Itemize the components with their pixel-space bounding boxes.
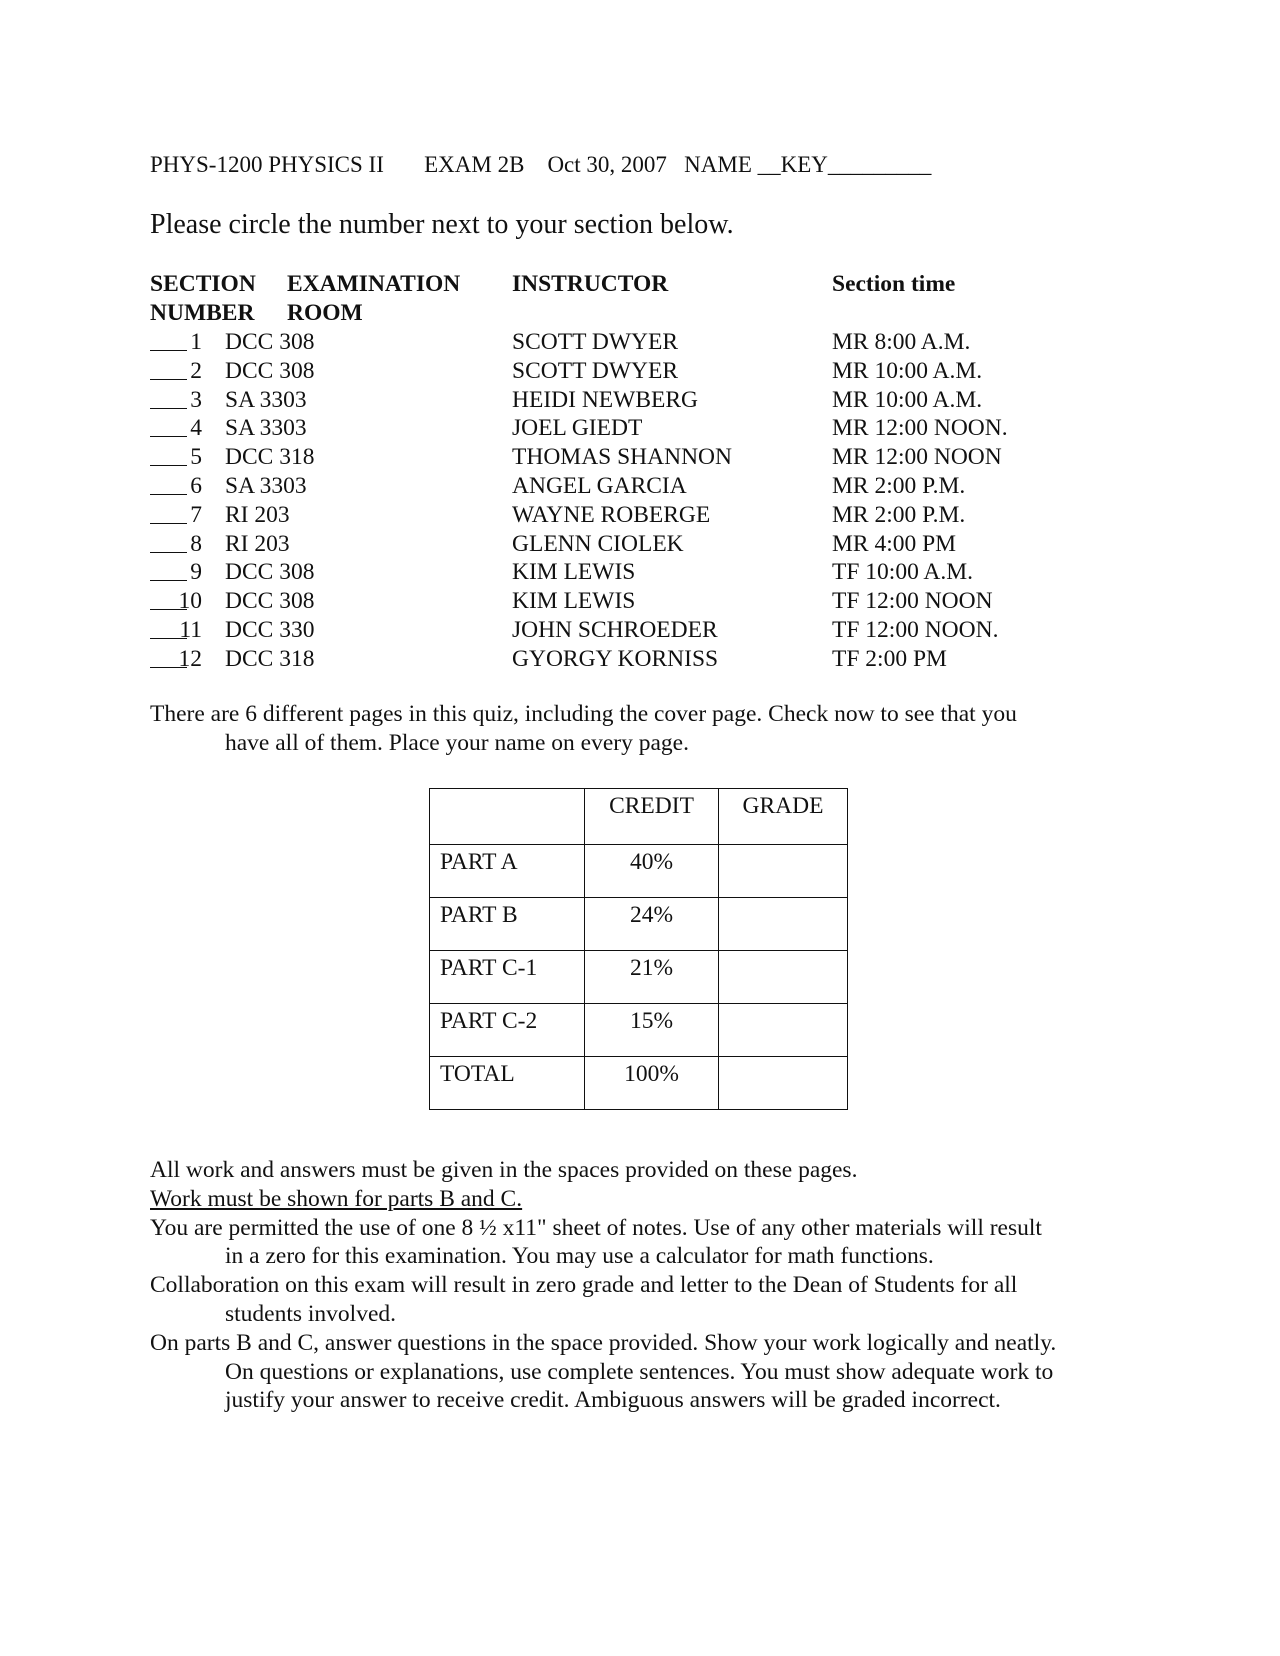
section-time: MR 4:00 PM [832, 530, 957, 557]
section-time: MR 8:00 A.M. [832, 329, 971, 355]
section-instructor: HEIDI NEWBERG [512, 386, 699, 413]
part-credit: 100% [585, 1057, 719, 1110]
part-grade[interactable] [719, 898, 848, 951]
pages-note [150, 700, 1150, 758]
rule-work-spaces: All work and answers must be given in the spaces provided on these pages. [150, 1157, 858, 1183]
grade-table-row [430, 1057, 848, 1110]
section-room: DCC 318 [225, 645, 315, 672]
section-room: DCC 330 [225, 616, 315, 643]
course-title: PHYS-1200 PHYSICS II [150, 152, 384, 177]
rule-show-work: Work must be shown for parts B and C. [150, 1185, 523, 1212]
section-number[interactable]: 7 [190, 501, 202, 528]
exam-header [150, 150, 931, 180]
part-credit: 21% [585, 951, 719, 1004]
section-number[interactable]: 4 [190, 415, 202, 442]
part-label: PART C-1 [430, 951, 585, 1004]
grade-table-row [430, 951, 848, 1004]
section-time: TF 12:00 NOON [832, 588, 993, 615]
section-room: RI 203 [225, 530, 290, 557]
grade-table-row [430, 845, 848, 898]
part-credit: 15% [585, 1004, 719, 1057]
section-number[interactable]: 6 [190, 472, 202, 499]
part-label: PART A [430, 845, 585, 898]
instructor-header: INSTRUCTOR [512, 271, 669, 297]
section-instructor: GLENN CIOLEK [512, 530, 684, 557]
rule-notes-line1: You are permitted the use of one 8 ½ x11" sheet of notes. Use of any other materials will result [150, 1214, 1042, 1241]
rule-answers-line2: On questions or explanations, use complete sentences. You must show adequate work to [225, 1358, 1054, 1385]
section-instructor: THOMAS SHANNON [512, 444, 733, 471]
section-time: MR 12:00 NOON [832, 444, 1002, 471]
name-field: NAME __KEY_________ [684, 152, 932, 177]
section-number[interactable]: 12 [178, 645, 202, 672]
section-instructor: JOEL GIEDT [512, 415, 643, 442]
section-time: MR 2:00 P.M. [832, 501, 966, 528]
rule-collaboration [150, 1271, 1150, 1329]
pages-note-line1: There are 6 different pages in this quiz, including the cover page. Check now to see that you [150, 701, 1017, 727]
grade-table [429, 788, 848, 1110]
section-time: MR 10:00 A.M. [832, 357, 983, 384]
grade-header-blank [430, 789, 585, 845]
part-grade[interactable] [719, 845, 848, 898]
section-room: DCC 308 [225, 357, 315, 384]
part-credit: 40% [585, 845, 719, 898]
rule-notes-line2: in a zero for this examination. You may use a calculator for math functions. [225, 1243, 934, 1270]
part-label: PART C-2 [430, 1004, 585, 1057]
grade-table-row [430, 898, 848, 951]
section-instructor: GYORGY KORNISS [512, 645, 719, 672]
section-instruction: Please circle the number next to your section below. [150, 209, 734, 240]
section-room: DCC 308 [225, 329, 315, 355]
section-time: MR 12:00 NOON. [832, 415, 1008, 442]
rule-answers [150, 1329, 1150, 1415]
rule-collaboration-line1: Collaboration on this exam will result in zero grade and letter to the Dean of Students for all [150, 1272, 1018, 1299]
section-room: DCC 308 [225, 559, 315, 586]
section-instructor: WAYNE ROBERGE [512, 501, 711, 528]
part-grade[interactable] [719, 1057, 848, 1110]
rule-answers-line1: On parts B and C, answer questions in the space provided. Show your work logically and neatly. [150, 1329, 1057, 1356]
section-time: MR 10:00 A.M. [832, 386, 983, 413]
section-number[interactable]: 10 [178, 588, 202, 615]
section-room: RI 203 [225, 501, 290, 528]
part-label: TOTAL [430, 1057, 585, 1110]
section-number[interactable]: 9 [190, 559, 202, 586]
section-time-header: Section time [832, 271, 956, 297]
part-credit: 24% [585, 898, 719, 951]
section-number[interactable]: 8 [190, 530, 202, 557]
section-number[interactable]: 5 [190, 444, 202, 471]
section-instructor: ANGEL GARCIA [512, 472, 687, 499]
section-room: DCC 318 [225, 444, 315, 471]
section-number[interactable]: 3 [190, 386, 202, 413]
exam-rules [150, 1156, 1150, 1415]
section-room: SA 3303 [225, 415, 307, 442]
section-number-header [150, 270, 256, 328]
section-instructor: KIM LEWIS [512, 588, 636, 615]
exam-date: Oct 30, 2007 [547, 152, 667, 177]
exam-label: EXAM 2B [424, 152, 525, 177]
section-room: SA 3303 [225, 386, 307, 413]
section-instructor: KIM LEWIS [512, 559, 636, 586]
part-label: PART B [430, 898, 585, 951]
rule-answers-line3: justify your answer to receive credit. Ambiguous answers will be graded incorrect. [225, 1387, 1001, 1414]
grade-header: GRADE [719, 789, 848, 845]
section-header-line1: SECTION [150, 271, 256, 297]
rule-collaboration-line2: students involved. [225, 1300, 397, 1327]
grade-table-row [430, 1004, 848, 1057]
section-instructor: SCOTT DWYER [512, 329, 679, 355]
section-number[interactable]: 1 [190, 329, 202, 355]
grade-table-header [430, 789, 848, 845]
part-grade[interactable] [719, 951, 848, 1004]
section-time: TF 12:00 NOON. [832, 616, 999, 643]
section-time: MR 2:00 P.M. [832, 472, 966, 499]
section-room: SA 3303 [225, 472, 307, 499]
room-header-line1: EXAMINATION [287, 271, 461, 297]
section-number[interactable]: 2 [190, 357, 202, 384]
pages-note-line2: have all of them. Place your name on every page. [225, 730, 689, 756]
exam-room-header [287, 270, 460, 328]
section-time: TF 2:00 PM [832, 645, 947, 672]
part-grade[interactable] [719, 1004, 848, 1057]
rule-notes [150, 1214, 1150, 1272]
section-room: DCC 308 [225, 588, 315, 615]
section-number[interactable]: 11 [179, 616, 202, 643]
section-instructor: JOHN SCHROEDER [512, 616, 718, 643]
section-instructor: SCOTT DWYER [512, 357, 679, 384]
section-time: TF 10:00 A.M. [832, 559, 974, 586]
credit-header: CREDIT [585, 789, 719, 845]
section-header-line2: NUMBER [150, 300, 255, 326]
room-header-line2: ROOM [287, 300, 363, 326]
